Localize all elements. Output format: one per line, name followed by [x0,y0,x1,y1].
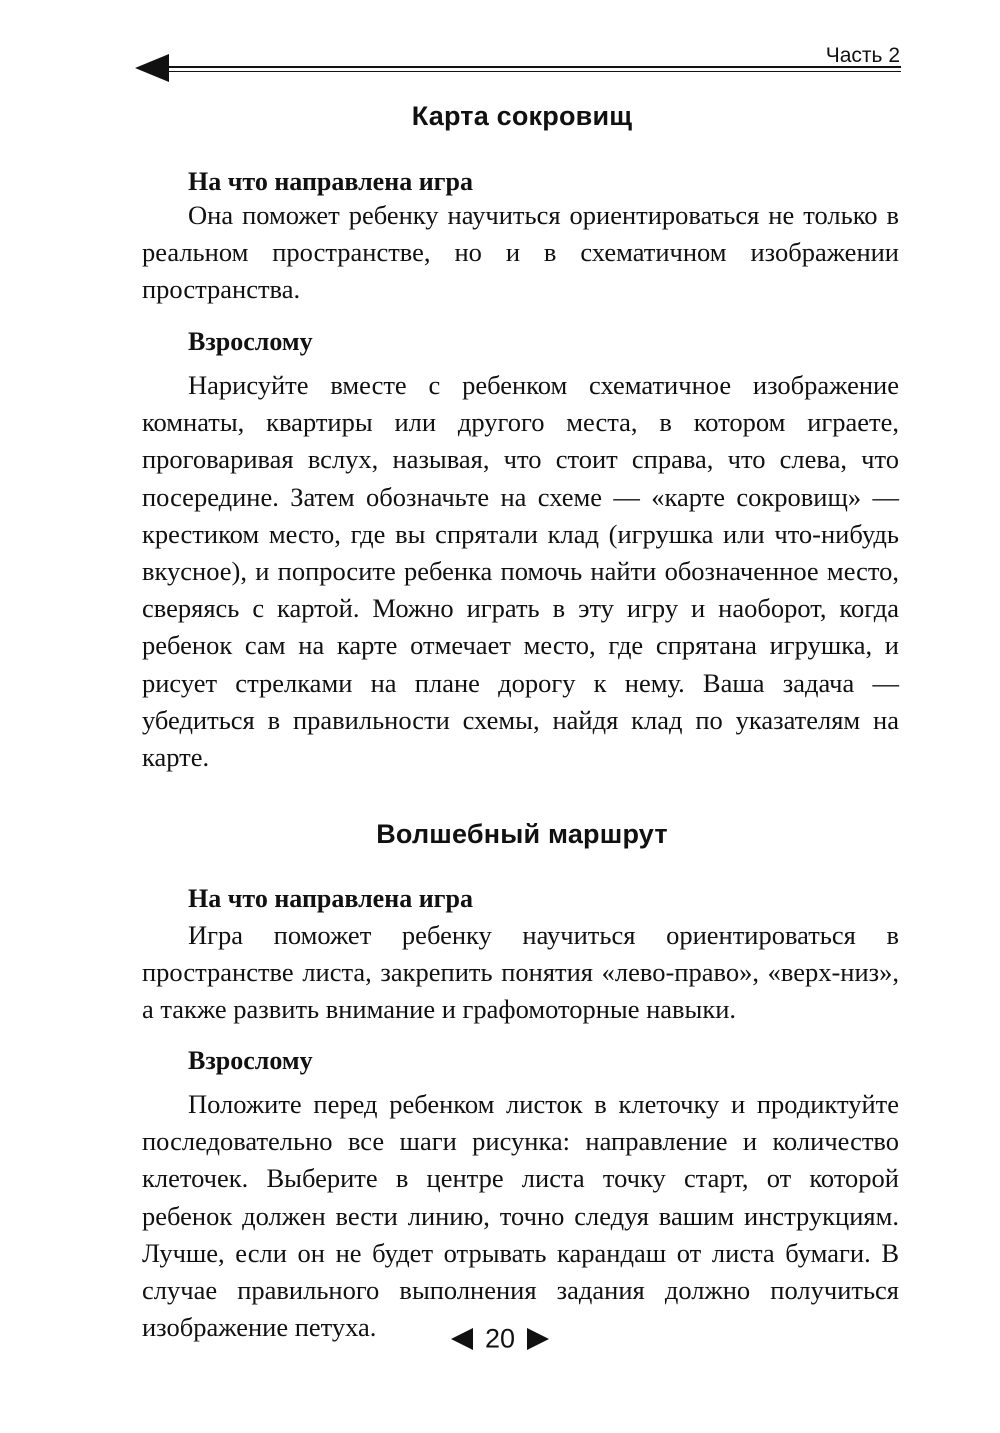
adult-heading: Взрослому [188,1046,313,1075]
arrow-left-icon [135,54,169,82]
aim-heading: На что направлена игра [188,167,473,196]
adult-paragraph: Нарисуйте вместе с ребенком схематичное изображение комнаты, квартиры или другого места, в котором играете, проговаривая вслух, называя, что стоит справа, что слева, что посередине. Затем обозначьте на схеме — «карте сокровищ» — крестиком место, где вы спрятали клад (игрушка или что-нибудь вкусное), и попросите ребенка помочь найти обозначенное место, сверяясь с картой. Можно играть в эту игру и наоборот, когда ребенок сам на карте отмечает место, где спрятана игрушка, и рисует стрелками на плане дорогу к нему. Ваша задача — убедиться в правильности схемы, найдя клад по указателям на карте. [142,370,899,773]
header-line-thin [165,71,901,72]
page-number: 20 [484,1323,516,1354]
page-footer [0,1322,1000,1354]
arrow-right-icon [527,1328,549,1350]
adult-paragraph: Положите перед ребенком листок в клеточку и продиктуйте последовательно все шаги рисунка: направление и количество клеточек. Выберите в центре листа точку старт, от которой ребенок должен вести линию, точно следуя вашим инструкциям. Лучше, если он не будет отрывать карандаш от листа бумаги. В случае правильного выполнения задания должно получиться изображение петуха. [142,1089,899,1343]
arrow-left-icon [451,1328,473,1350]
aim-paragraph: Она поможет ребенку научиться ориентироваться не только в реальном пространстве, но и в схематичном изображении пространства. [142,200,899,305]
aim-heading: На что направлена игра [188,884,473,913]
adult-heading: Взрослому [188,327,313,356]
chapter-label: Часть 2 [825,44,900,67]
section-title-treasure-map: Карта сокровищ [411,101,633,131]
header-rule [135,54,901,84]
section-title-magic-route: Волшебный маршрут [376,819,668,849]
header-line [165,66,901,68]
aim-paragraph: Игра поможет ребенку научиться ориентироваться в пространстве листа, закрепить понятия «лево-право», «верх-низ», а также развить внимание и графомоторные навыки. [142,920,899,1025]
